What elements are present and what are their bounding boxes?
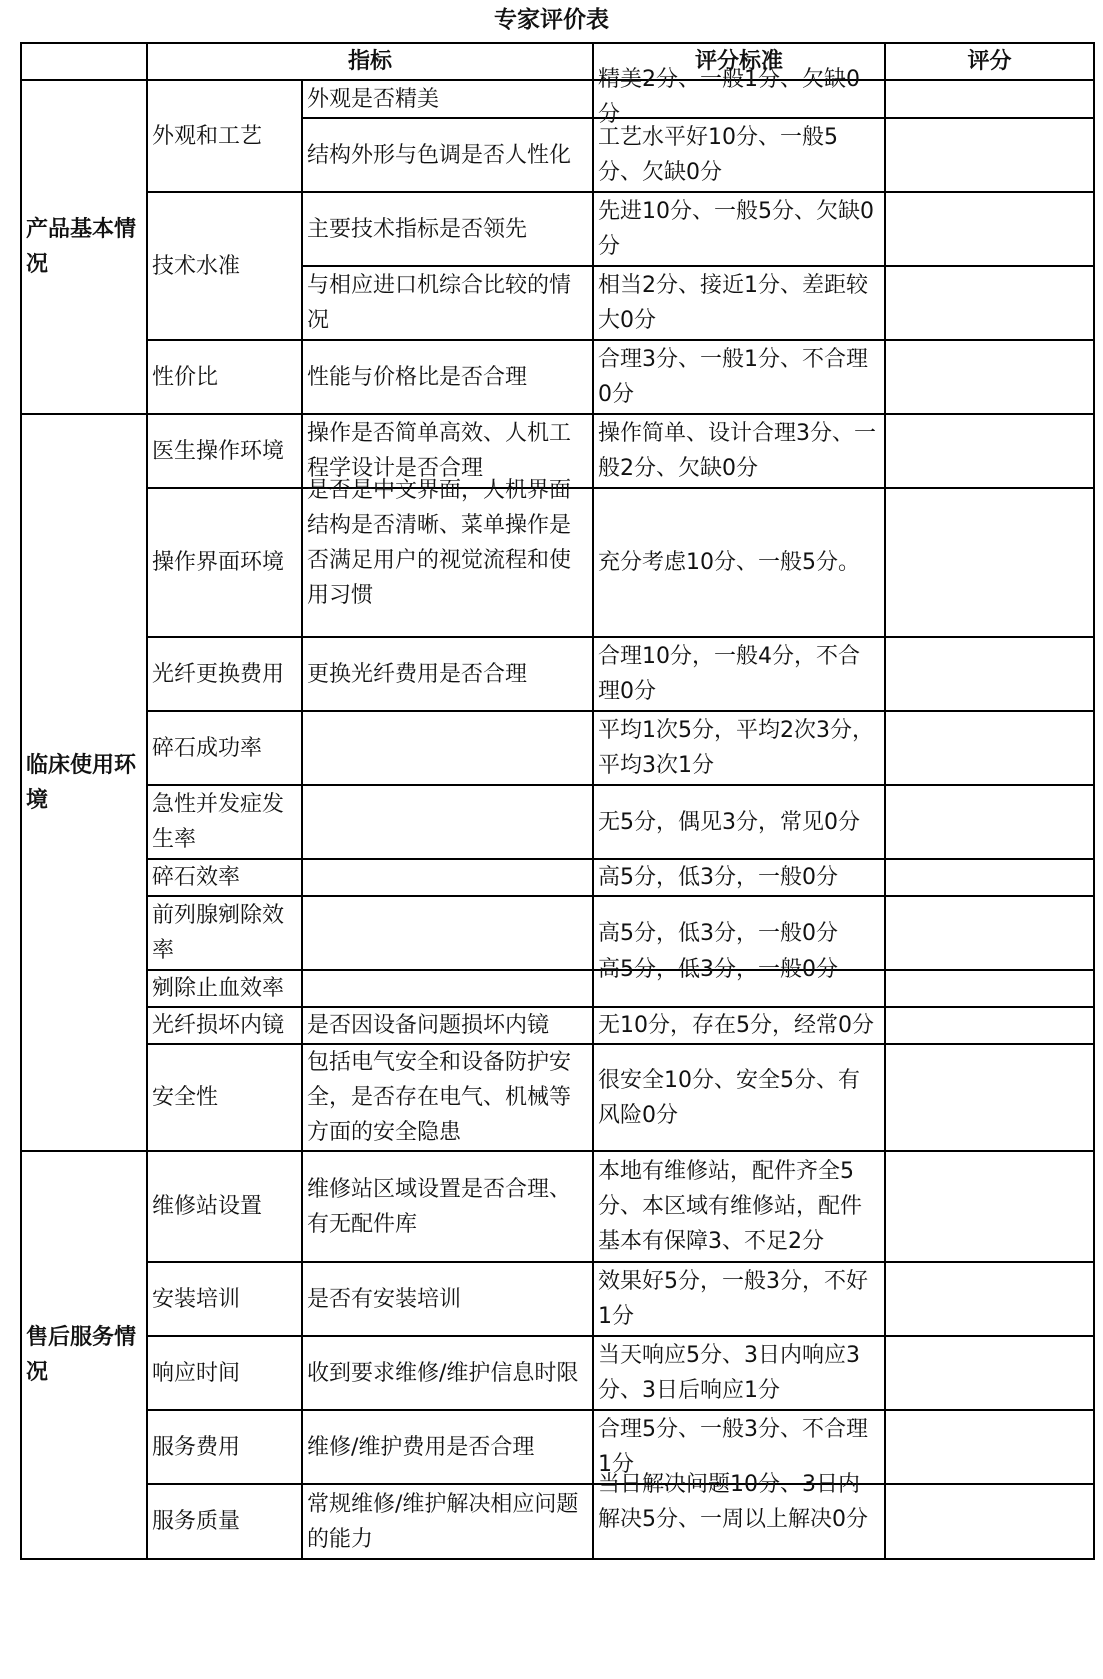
category-cell: 售后服务情况 xyxy=(21,1151,147,1559)
header-criteria: 评分标准 xyxy=(593,43,885,80)
criteria-cell: 当天响应5分、3日内响应3分、3日后响应1分 xyxy=(593,1336,885,1410)
item-cell: 技术水准 xyxy=(147,192,302,340)
indicator-cell: 维修站区域设置是否合理、有无配件库 xyxy=(302,1151,593,1262)
item-cell: 操作界面环境 xyxy=(147,488,302,637)
table-row xyxy=(21,1410,1094,1484)
criteria-cell: 合理10分，一般4分，不合理0分 xyxy=(593,637,885,711)
indicator-text: 是否是中文界面，人机界面结构是否清晰、菜单操作是否满足用户的视觉流程和使用习惯 xyxy=(307,477,572,608)
score-cell[interactable] xyxy=(885,970,1094,1007)
item-cell: 光纤损坏内镜 xyxy=(147,1007,302,1044)
criteria-cell: 本地有维修站，配件齐全5分、本区域有维修站，配件基本有保障3、不足2分 xyxy=(593,1151,885,1262)
criteria-cell: 很安全10分、安全5分、有风险0分 xyxy=(593,1044,885,1151)
item-cell: 安全性 xyxy=(147,1044,302,1151)
score-cell[interactable] xyxy=(885,414,1094,488)
score-cell[interactable] xyxy=(885,1007,1094,1044)
criteria-cell: 平均1次5分，平均2次3分，平均3次1分 xyxy=(593,711,885,785)
score-cell[interactable] xyxy=(885,1151,1094,1262)
table-row xyxy=(21,192,1094,266)
score-cell[interactable] xyxy=(885,1262,1094,1336)
score-cell[interactable] xyxy=(885,637,1094,711)
table-row xyxy=(21,1007,1094,1044)
score-cell[interactable] xyxy=(885,1410,1094,1484)
indicator-cell: 常规维修/维护解决相应问题的能力 xyxy=(302,1484,593,1559)
indicator-cell: 收到要求维修/维护信息时限 xyxy=(302,1336,593,1410)
table-header-row xyxy=(21,43,1094,80)
indicator-cell: 维修/维护费用是否合理 xyxy=(302,1410,593,1484)
indicator-cell: 包括电气安全和设备防护安全，是否存在电气、机械等方面的安全隐患 xyxy=(302,1044,593,1151)
item-cell: 响应时间 xyxy=(147,1336,302,1410)
table-row xyxy=(21,488,1094,637)
table-row xyxy=(21,1044,1094,1151)
criteria-cell xyxy=(593,957,885,1007)
indicator-cell xyxy=(302,477,593,637)
table-row xyxy=(21,859,1094,896)
item-cell: 外观和工艺 xyxy=(147,80,302,192)
item-cell: 性价比 xyxy=(147,340,302,414)
table-row xyxy=(21,1336,1094,1410)
criteria-cell: 操作简单、设计合理3分、一般2分、欠缺0分 xyxy=(593,414,885,488)
indicator-cell: 性能与价格比是否合理 xyxy=(302,340,593,414)
criteria-cell: 高5分，低3分，一般0分 xyxy=(593,859,885,896)
indicator-cell: 是否因设备问题损坏内镜 xyxy=(302,1007,593,1044)
indicator-cell xyxy=(302,785,593,859)
score-cell[interactable] xyxy=(885,340,1094,414)
score-cell[interactable] xyxy=(885,1044,1094,1151)
table-row xyxy=(21,711,1094,785)
score-cell[interactable] xyxy=(885,785,1094,859)
evaluation-table xyxy=(20,42,1095,1560)
table-row xyxy=(21,80,1094,118)
score-cell[interactable] xyxy=(885,488,1094,637)
item-cell: 碎石效率 xyxy=(147,859,302,896)
indicator-cell: 结构外形与色调是否人性化 xyxy=(302,118,593,192)
item-cell: 光纤更换费用 xyxy=(147,637,302,711)
indicator-cell: 是否有安装培训 xyxy=(302,1262,593,1336)
header-indicator: 指标 xyxy=(147,43,593,80)
table-row xyxy=(21,785,1094,859)
score-cell[interactable] xyxy=(885,118,1094,192)
header-score: 评分 xyxy=(885,43,1094,80)
table-row xyxy=(21,896,1094,970)
indicator-cell: 操作是否简单高效、人机工程学设计是否合理 xyxy=(302,414,593,488)
indicator-cell: 更换光纤费用是否合理 xyxy=(302,637,593,711)
header-category xyxy=(21,43,147,80)
criteria-cell: 效果好5分，一般3分，不好1分 xyxy=(593,1262,885,1336)
score-cell[interactable] xyxy=(885,1484,1094,1559)
category-cell: 临床使用环境 xyxy=(21,414,147,1151)
indicator-cell: 外观是否精美 xyxy=(302,80,593,118)
item-cell: 剜除止血效率 xyxy=(147,970,302,1007)
indicator-cell: 主要技术指标是否领先 xyxy=(302,192,593,266)
criteria-cell: 先进10分、一般5分、欠缺0分 xyxy=(593,192,885,266)
criteria-cell: 合理5分、一般3分、不合理1分 xyxy=(593,1410,885,1484)
table-row xyxy=(21,1484,1094,1559)
criteria-cell: 高5分，低3分，一般0分 xyxy=(593,896,885,970)
table-row xyxy=(21,1151,1094,1262)
score-cell[interactable] xyxy=(885,859,1094,896)
item-cell: 碎石成功率 xyxy=(147,711,302,785)
score-cell[interactable] xyxy=(885,896,1094,970)
item-cell: 安装培训 xyxy=(147,1262,302,1336)
indicator-cell xyxy=(302,859,593,896)
indicator-cell: 与相应进口机综合比较的情况 xyxy=(302,266,593,340)
criteria-text: 当日解决问题10分、3日内解决5分、一周以上解决0分 xyxy=(598,1471,869,1532)
criteria-cell: 无10分，存在5分，经常0分 xyxy=(593,1007,885,1044)
criteria-cell: 充分考虑10分、一般5分。 xyxy=(593,488,885,637)
indicator-cell xyxy=(302,970,593,1007)
score-cell[interactable] xyxy=(885,80,1094,118)
category-cell: 产品基本情况 xyxy=(21,80,147,414)
criteria-cell: 相当2分、接近1分、差距较大0分 xyxy=(593,266,885,340)
criteria-cell xyxy=(593,1471,885,1559)
score-cell[interactable] xyxy=(885,192,1094,266)
criteria-cell: 工艺水平好10分、一般5分、欠缺0分 xyxy=(593,118,885,192)
criteria-cell xyxy=(593,67,885,127)
criteria-cell: 合理3分、一般1分、不合理0分 xyxy=(593,340,885,414)
item-cell: 急性并发症发生率 xyxy=(147,785,302,859)
item-cell: 服务费用 xyxy=(147,1410,302,1484)
score-cell[interactable] xyxy=(885,1336,1094,1410)
table-body xyxy=(21,67,1094,1559)
table-row xyxy=(21,637,1094,711)
indicator-cell xyxy=(302,711,593,785)
item-cell: 维修站设置 xyxy=(147,1151,302,1262)
criteria-text: 高5分，低3分，一般0分 xyxy=(598,957,839,982)
table-row xyxy=(21,340,1094,414)
table-row xyxy=(21,1262,1094,1336)
indicator-cell xyxy=(302,896,593,970)
table-row xyxy=(21,970,1094,1007)
item-cell: 服务质量 xyxy=(147,1484,302,1559)
score-cell[interactable] xyxy=(885,711,1094,785)
criteria-cell: 无5分，偶见3分，常见0分 xyxy=(593,785,885,859)
score-cell[interactable] xyxy=(885,266,1094,340)
item-cell: 前列腺剜除效率 xyxy=(147,896,302,970)
criteria-text: 精美2分、一般1分、欠缺0分 xyxy=(598,67,861,127)
document-title: 专家评价表 xyxy=(494,7,609,33)
item-cell: 医生操作环境 xyxy=(147,414,302,488)
